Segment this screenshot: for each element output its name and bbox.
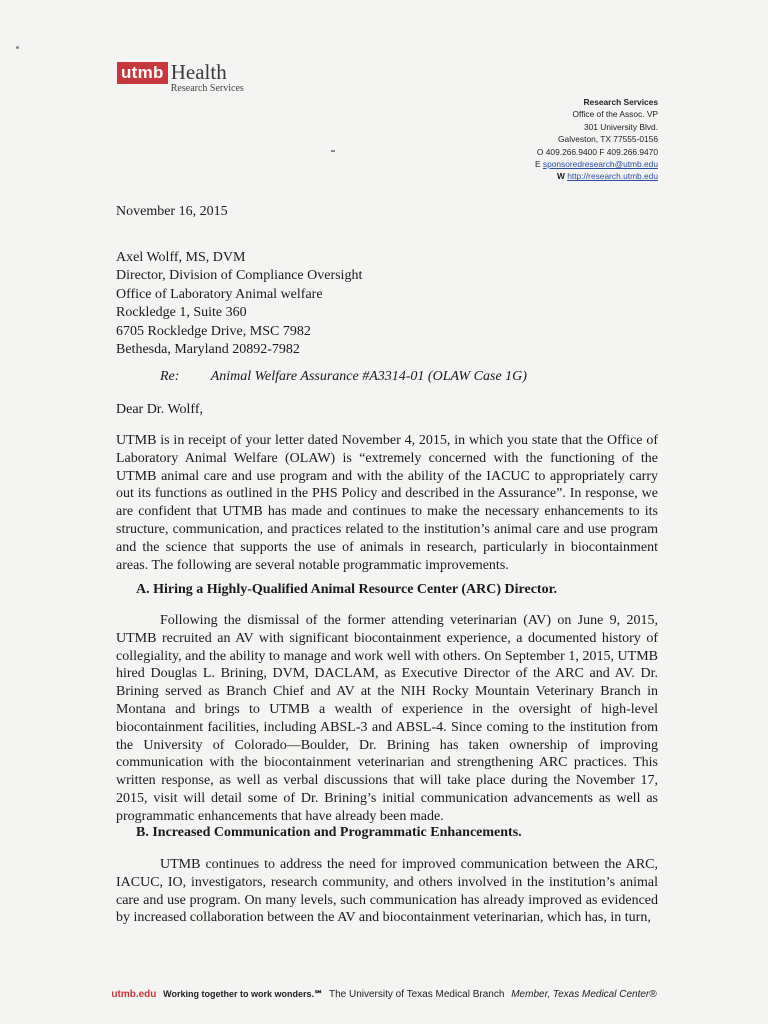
footer-tagline: Working together to work wonders.℠	[163, 989, 324, 999]
recipient-line: Axel Wolff, MS, DVM	[116, 250, 246, 265]
recipient-address	[116, 249, 362, 359]
website-link[interactable]: http://research.utmb.edu	[567, 171, 658, 182]
section-a-paragraph: Following the dismissal of the former attending veterinarian (AV) on June 9, 2015, UTMB recruited an AV with significant biocontainment experience, a documented history of collegiality, and the ability to manage and work well with others. On September 1, 2015, UTMB hired Douglas L. Brining, DVM, DACLAM, as Executive Director of the ARC and AV. Dr. Brining served as Branch Chief and AV at the NIH Rocky Mountain Veterinary Branch in Montana and brings to UTMB a wealth of experience in the oversight of high-level biocontainment facilities, including ABSL-3 and ABSL-4. Since coming to the institution from the University of Colorado—Boulder, Dr. Brining has taken ownership of improving communication with the biocontainment veterinarian and strengthening ARC practices. This written response, as well as verbal discussions that will take place during the November 17, 2015, visit will detail some of Dr. Brining’s initial communication advancements as well as programmatic enhancements that have already been made.	[116, 613, 658, 824]
footer-site-link[interactable]: utmb.edu	[111, 989, 157, 1000]
email-link[interactable]: sponsoredresearch@utmb.edu	[542, 159, 658, 170]
contact-office: Office of the Assoc. VP	[572, 109, 658, 120]
re-label: Re:	[160, 369, 180, 384]
footer-member: Member, Texas Medical Center®	[511, 989, 657, 1000]
section-b-paragraph: UTMB continues to address the need for improved communication between the ARC, IACUC, IO, investigators, research community, and others involved in the institution’s animal care and use program. On many levels, such communication has already improved as evidenced by increased collaboration between the AV and biocontainment veterinarian, which has, in turn,	[116, 857, 658, 926]
recipient-line: Rockledge 1, Suite 360	[116, 305, 247, 321]
scan-speck	[16, 46, 19, 49]
recipient-line: 6705 Rockledge Drive, MSC 7982	[116, 323, 311, 339]
letter-date: November 16, 2015	[116, 204, 228, 219]
contact-web-row: W http://research.utmb.edu	[556, 171, 658, 182]
utmb-logo-mark: utmb	[117, 62, 168, 84]
subject-line	[160, 369, 527, 385]
contact-city: Galveston, TX 77555-0156	[558, 134, 658, 145]
section-b-heading: B. Increased Communication and Programmatic Enhancements.	[136, 825, 522, 840]
contact-email-row: E sponsoredresearch@utmb.edu	[534, 159, 658, 170]
scan-speck	[331, 150, 335, 152]
letterhead-contact-block	[535, 96, 658, 183]
utmb-health-logo	[117, 62, 244, 94]
footer-institution: The University of Texas Medical Branch	[328, 989, 505, 1000]
logo-subtitle: Research Services	[170, 83, 244, 94]
contact-department: Research Services	[583, 97, 658, 107]
recipient-line: Director, Division of Compliance Oversight	[116, 268, 363, 284]
contact-street: 301 University Blvd.	[583, 121, 658, 132]
re-text: Animal Welfare Assurance #A3314-01 (OLAW Case 1G)	[210, 369, 527, 384]
recipient-line: Office of Laboratory Animal welfare	[116, 286, 323, 302]
contact-phones: O 409.266.9400 F 409.266.9470	[536, 146, 658, 157]
recipient-line: Bethesda, Maryland 20892-7982	[116, 342, 300, 358]
intro-paragraph: UTMB is in receipt of your letter dated November 4, 2015, in which you state that the Office of Laboratory Animal Welfare (OLAW) is “extremely concerned with the functioning of the UTMB animal care and use program and with the ability of the IACUC to appropriately carry out its functions as outlined in the PHS Policy and described in the Assurance”. In response, we are confident that UTMB has made and continues to make the necessary enhancements to its structure, communication, and practices related to the institution’s animal care and use program and the science that supports the use of animals in research, particularly in biocontainment areas. The following are several notable programmatic improvements.	[116, 433, 658, 573]
logo-health-text: Health	[170, 60, 227, 84]
salutation: Dear Dr. Wolff,	[116, 402, 204, 417]
section-a-heading: A. Hiring a Highly-Qualified Animal Resource Center (ARC) Director.	[136, 582, 557, 597]
footer	[0, 989, 768, 1000]
